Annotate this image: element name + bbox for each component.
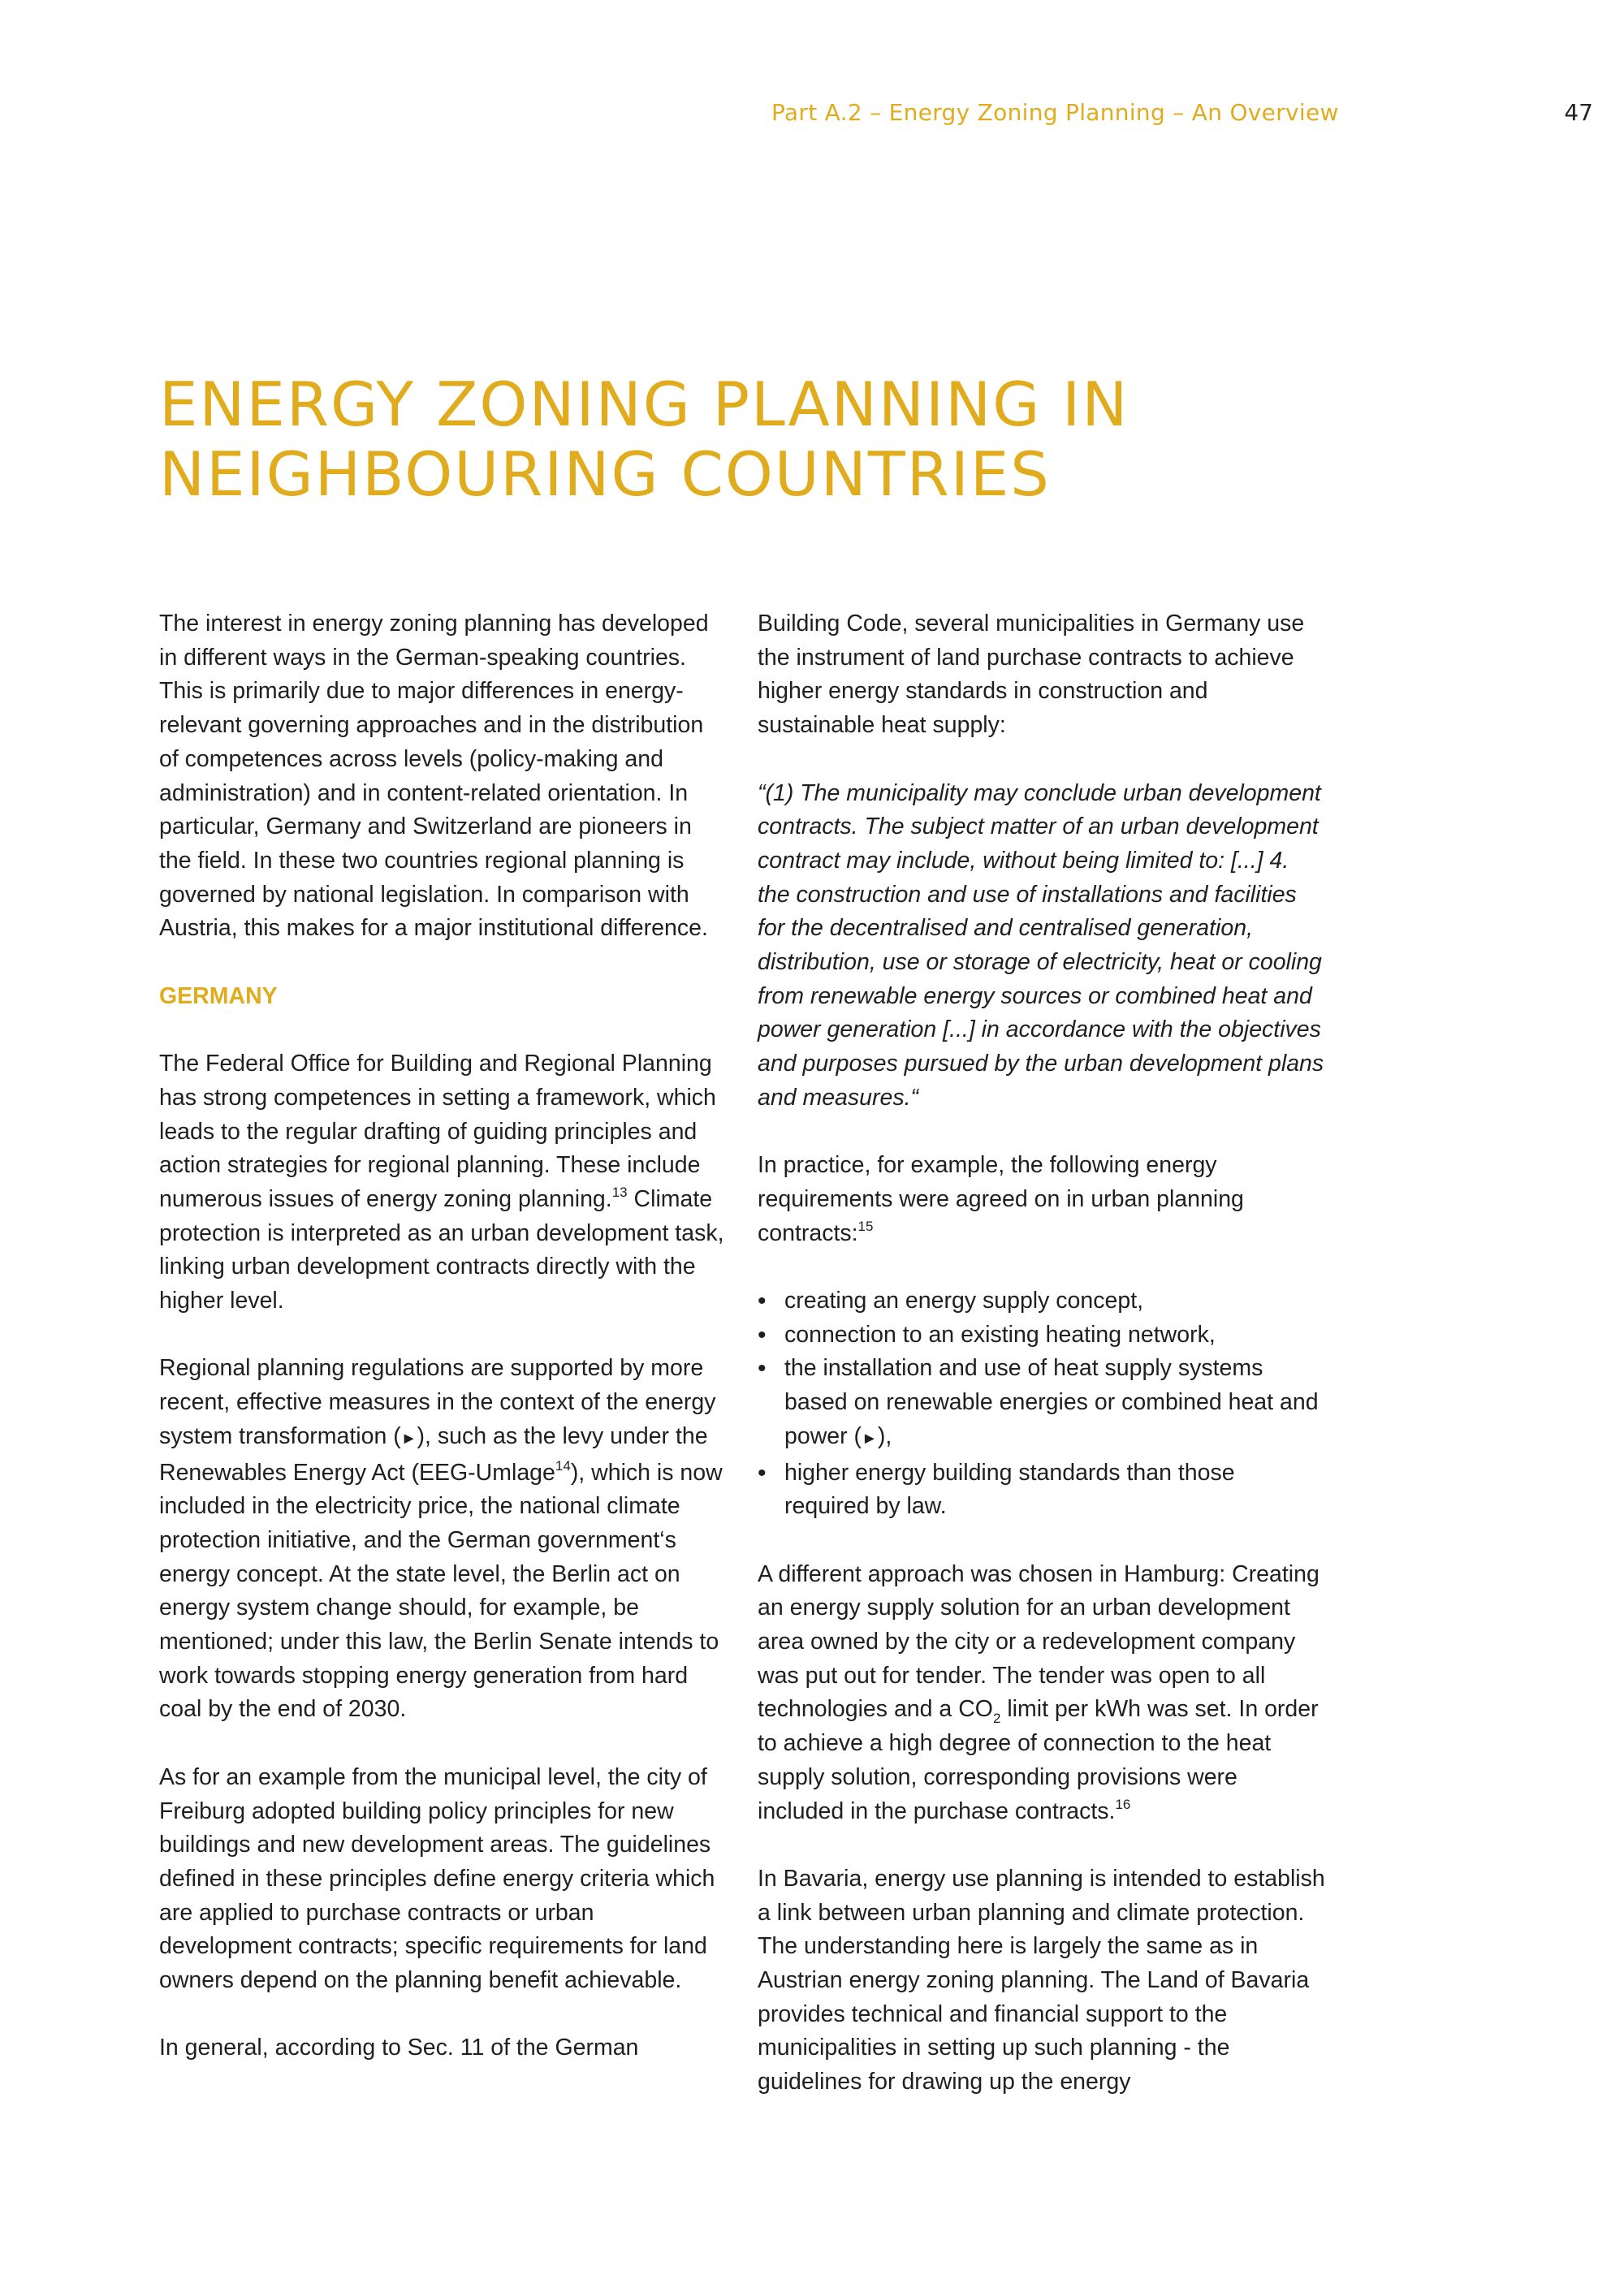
page-title-line-2: NEIGHBOURING COUNTRIES (159, 438, 1051, 510)
section-heading-germany: GERMANY (159, 982, 278, 1009)
page-title (159, 369, 1377, 509)
footnote-ref-16[interactable]: 16 (1115, 1796, 1131, 1812)
paragraph-regional-planning (159, 1352, 728, 1727)
list-item: • connection to an existing heating network, (758, 1318, 1326, 1353)
list-item (758, 1352, 1326, 1456)
running-head: Part A.2 – Energy Zoning Planning – An Overview (771, 99, 1339, 126)
page-number: 47 (1564, 99, 1593, 126)
paragraph-bavaria: In Bavaria, energy use planning is intended to establish a link between urban planning and climate protection. The understanding here is largely the same as in Austrian energy zoning planning. The Land of Bavaria provides technical and financial support to the municipalities in setting up such planning - the guidelines for drawing up the energy (758, 1865, 1325, 2095)
list-item-text: the installation and use of heat supply systems based on renewable energies or combined heat and power ( (784, 1355, 1319, 1449)
arrow-reference-icon[interactable]: ► (400, 1429, 417, 1448)
arrow-reference-icon[interactable]: ► (862, 1429, 878, 1448)
paragraph-text: Regional planning regulations are supported by more recent, effective measures in the context of the energy system transformation ( (159, 1355, 716, 1449)
requirements-list (758, 1284, 1326, 1524)
paragraph-sec-11: In general, according to Sec. 11 of the German (159, 2035, 639, 2061)
paragraph-building-code: Building Code, several municipalities in Germany use the instrument of land purchase contracts to achieve higher energy standards in construction and sustainable heat supply: (758, 611, 1305, 739)
footnote-ref-14[interactable]: 14 (555, 1457, 571, 1474)
list-item-text: ), (877, 1422, 892, 1449)
paragraph-practice (758, 1149, 1326, 1250)
paragraph-text: The Federal Office for Building and Regional Planning has strong competences in setting a framework, which leads to the regular drafting of guiding principles and action strategies for regional planning. These include numerous issues of energy zoning planning. (159, 1051, 716, 1212)
footnote-ref-15[interactable]: 15 (857, 1218, 874, 1234)
page-title-line-1: ENERGY ZONING PLANNING IN (159, 369, 1129, 440)
paragraph-text: limit per kWh was set. In order to achieve a high degree of connection to the heat supply solution, corresponding provisions were included in the purchase contracts. (758, 1696, 1319, 1824)
left-column (159, 607, 728, 2065)
right-column (758, 607, 1326, 2100)
paragraph-text: A different approach was chosen in Hamburg: Creating an energy supply solution for an urban development area owned by the city or a redevelopment company was put out for tender. The tender was open to all technologies and a CO (758, 1560, 1320, 1723)
paragraph-freiburg: As for an example from the municipal level, the city of Freiburg adopted building policy principles for new buildings and new development areas. The guidelines defined in these principles define energy criteria which are applied to purchase contracts or urban development contracts; specific requirements for land owners depend on the planning benefit achievable. (159, 1763, 715, 1994)
intro-paragraph: The interest in energy zoning planning has developed in different ways in the German-speaking countries. This is primarily due to major differences in energy-relevant governing approaches and in the distribution of competences across levels (policy-making and administration) and in content-related orientation. In particular, Germany and Switzerland are pioneers in the field. In these two countries regional planning is governed by national legislation. In comparison with Austria, this makes for a major institutional difference. (159, 611, 709, 942)
paragraph-text: ), such as the levy under the Renewables Energy Act (EEG-Umlage (159, 1422, 708, 1486)
paragraph-hamburg (758, 1558, 1326, 1829)
list-item: • higher energy building standards than those required by law. (758, 1457, 1326, 1524)
list-item: • creating an energy supply concept, (758, 1284, 1326, 1318)
footnote-ref-13[interactable]: 13 (611, 1184, 628, 1200)
paragraph-text: In practice, for example, the following energy requirements were agreed on in urban planning contracts: (758, 1152, 1244, 1246)
paragraph-text: ), which is now included in the electricity price, the national climate protection initiative, and the German government‘s energy concept. At the state level, the Berlin act on energy system change should, for example, be mentioned; under this law, the Berlin Senate intends to work towards stopping energy generation from hard coal by the end of 2030. (159, 1459, 723, 1723)
quote-building-code: “(1) The municipality may conclude urban development contracts. The subject matter of an urban development contract may include, without being limited to: [...] 4. the construction and use of installations and facilities for the decentralised and centralised generation, distribution, use or storage of electricity, heat or cooling from renewable energy sources or combined heat and power generation [...] in accordance with the objectives and purposes pursued by the urban development plans and measures.“ (758, 779, 1324, 1111)
subscript-2: 2 (992, 1711, 1001, 1727)
paragraph-text: Climate protection is interpreted as an urban development task, linking urban development contracts directly with the higher level. (159, 1185, 724, 1314)
paragraph-federal-office (159, 1047, 728, 1318)
